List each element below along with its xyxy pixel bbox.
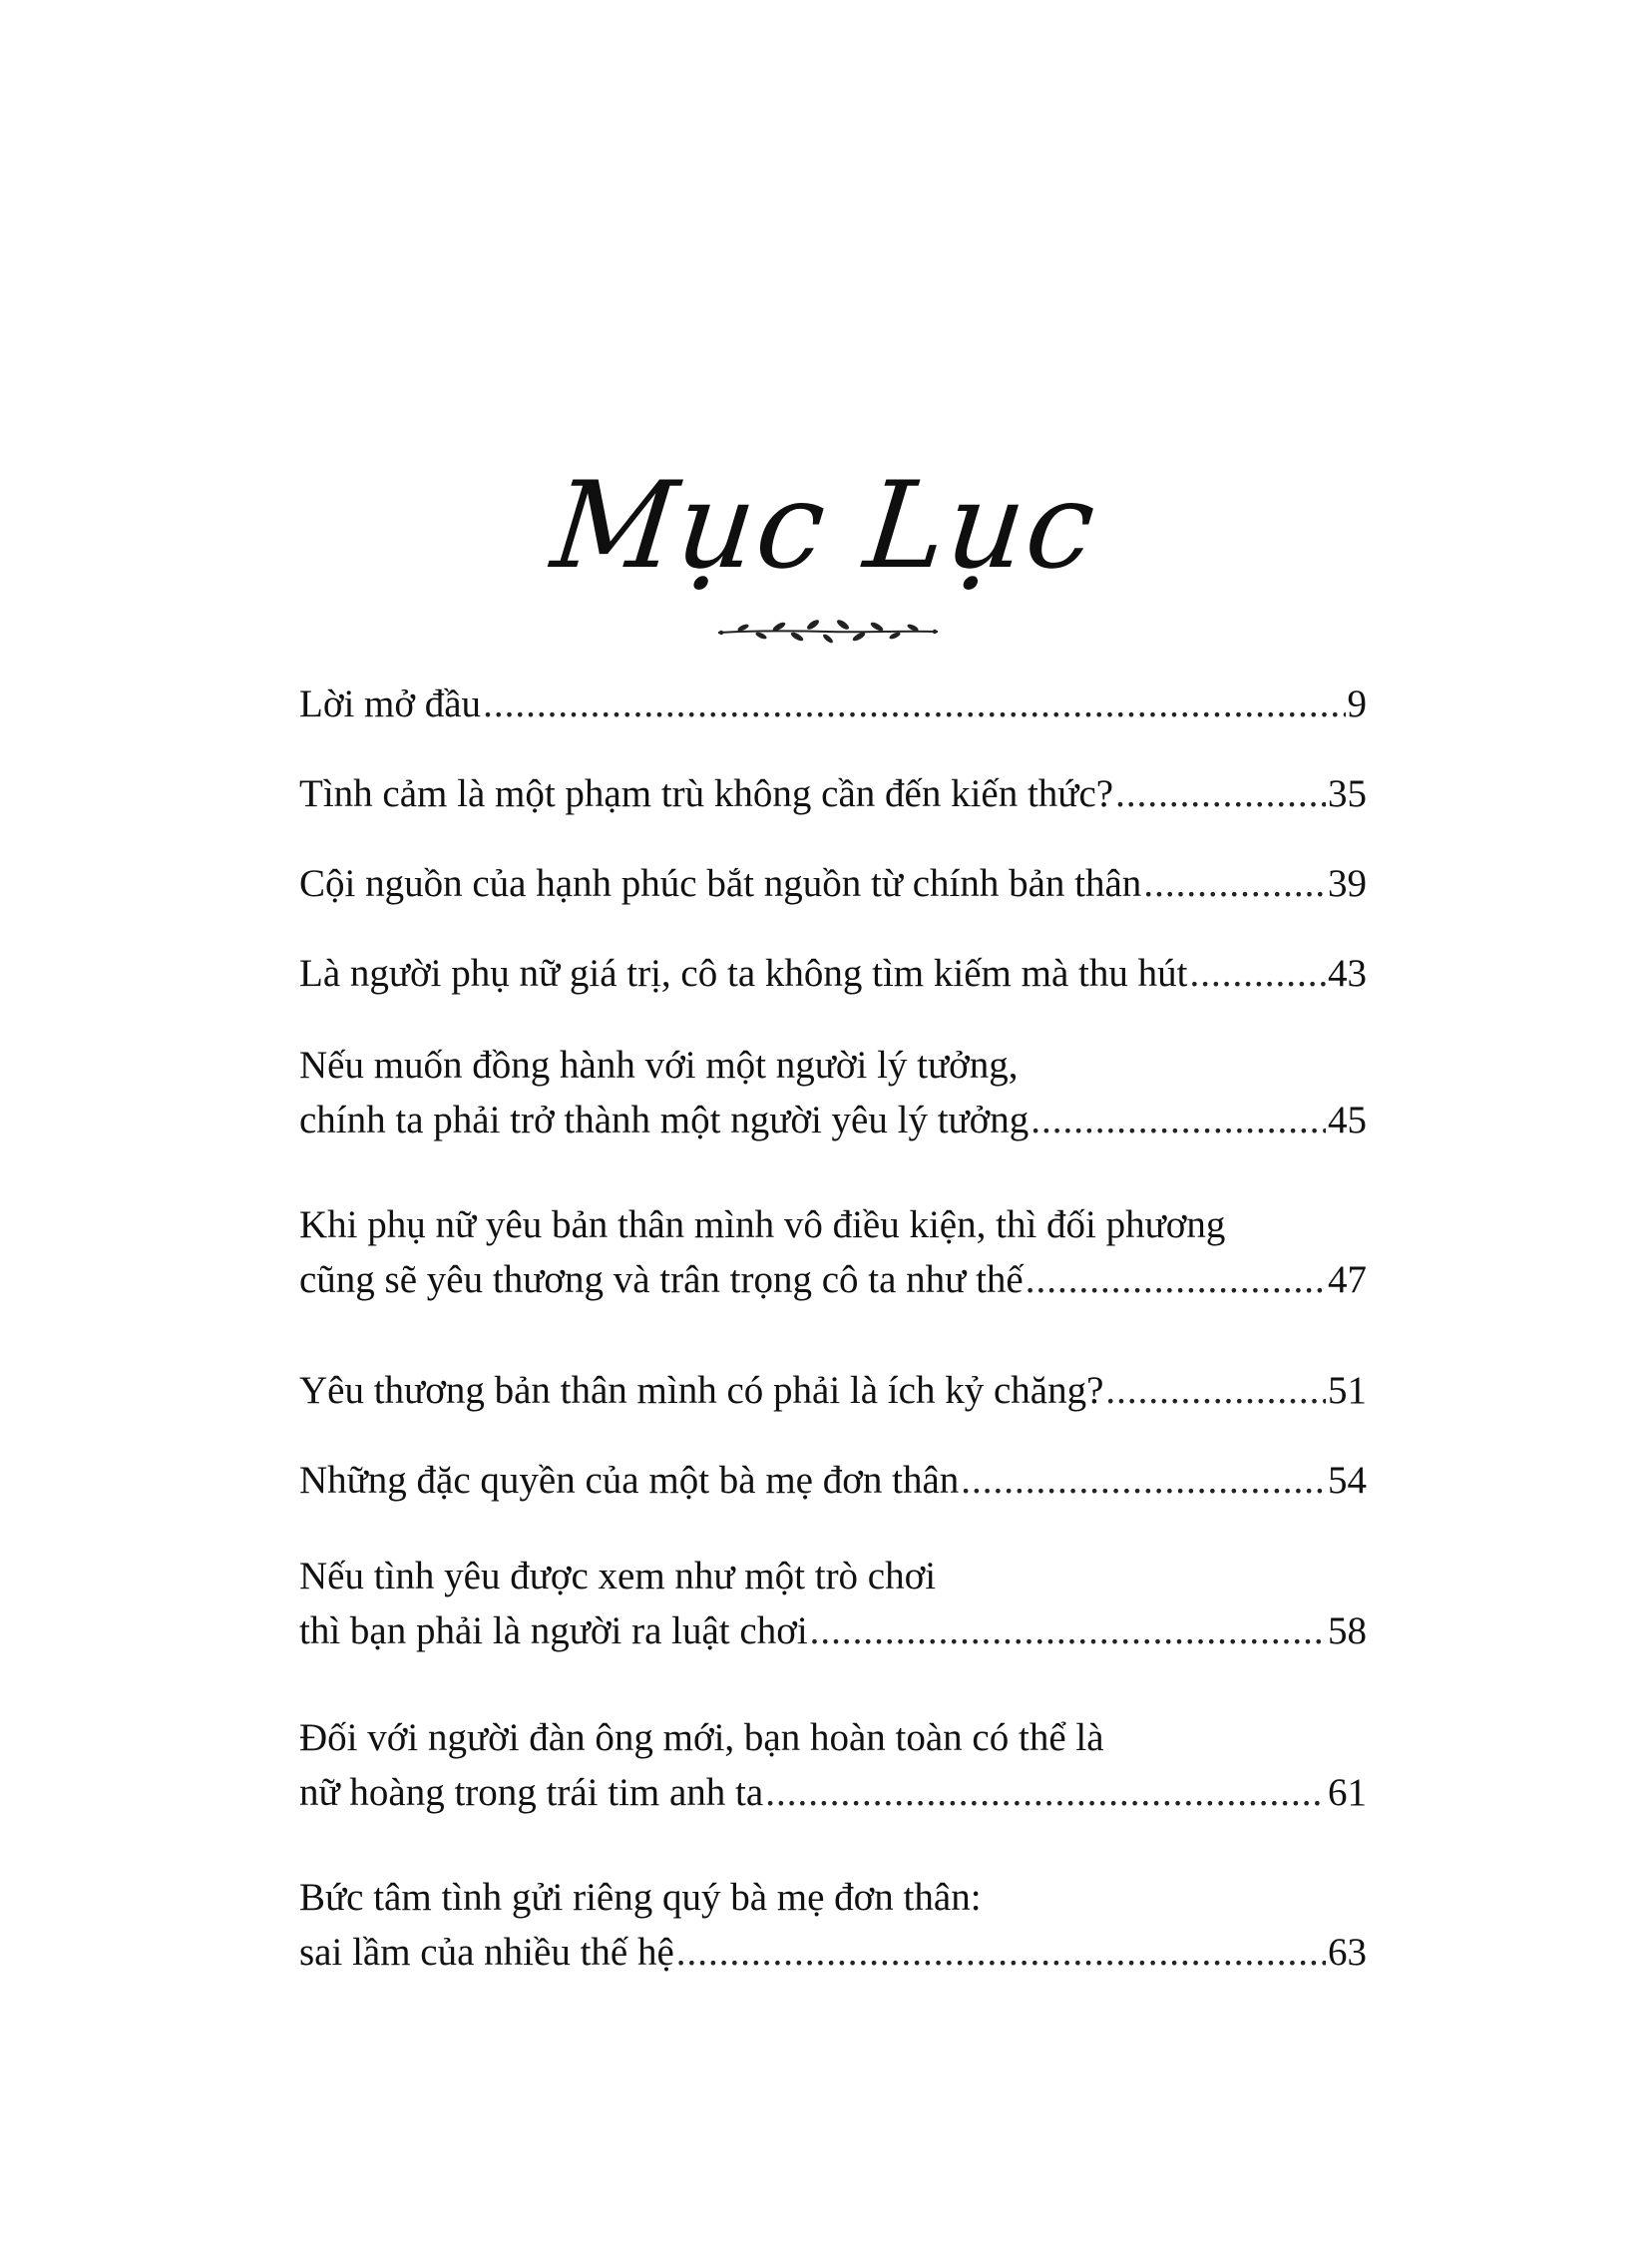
toc-entry-title: Cội nguồn của hạnh phúc bắt nguồn từ chính bản thân (299, 862, 1142, 905)
toc-entry-title-line: cũng sẽ yêu thương và trân trọng cô ta như thế (299, 1258, 1024, 1301)
toc-entry[interactable] (299, 766, 1367, 821)
toc-entry-title-line: Nếu muốn đồng hành với một người lý tưởng, (299, 1044, 1019, 1087)
toc-entry-title-line: chính ta phải trở thành một người yêu lý tưởng (299, 1099, 1030, 1141)
dot-leader (810, 1603, 1326, 1658)
toc-entry-title-line: thì bạn phải là người ra luật chơi (299, 1609, 808, 1652)
toc-entry-title-line: Bức tâm tình gửi riêng quý bà mẹ đơn thân: (299, 1876, 982, 1919)
toc-entry-title: Tình cảm là một phạm trù không cần đến kiến thức? (299, 772, 1114, 815)
vine-divider-icon (713, 611, 943, 651)
dot-leader (1026, 1252, 1326, 1307)
dot-leader (483, 677, 1345, 731)
toc-entry-title-line: Khi phụ nữ yêu bản thân mình vô điều kiện, thì đối phương (299, 1203, 1226, 1246)
toc-entry-title-line: Nếu tình yêu được xem như một trò chơi (299, 1555, 937, 1597)
toc-entry[interactable] (299, 856, 1367, 911)
toc-entry[interactable] (299, 1710, 1367, 1820)
toc-entry[interactable] (299, 1038, 1367, 1147)
toc-page-number: 35 (1328, 772, 1367, 815)
toc-entry[interactable] (299, 1870, 1367, 1980)
dot-leader (1143, 856, 1326, 911)
dot-leader (1115, 766, 1326, 821)
toc-entry-title: Những đặc quyền của một bà mẹ đơn thân (299, 1459, 960, 1502)
toc-entry[interactable] (299, 1363, 1367, 1418)
dot-leader (765, 1765, 1326, 1820)
toc-entry-title-line: nữ hoàng trong trái tim anh ta (299, 1771, 764, 1814)
dot-leader (1031, 1093, 1326, 1147)
toc-entry-title-line: sai lầm của nhiều thế hệ (299, 1931, 674, 1974)
toc-page-number: 47 (1328, 1258, 1367, 1301)
toc-entry[interactable] (299, 946, 1367, 1001)
toc-page-number: 63 (1328, 1931, 1367, 1974)
dot-leader (961, 1453, 1326, 1508)
toc-entry[interactable] (299, 1549, 1367, 1658)
toc-entry-title-line: Đối với người đàn ông mới, bạn hoàn toàn có thể là (299, 1716, 1104, 1759)
toc-entry[interactable] (299, 1453, 1367, 1508)
toc-entry-title: Yêu thương bản thân mình có phải là ích kỷ chăng? (299, 1369, 1104, 1412)
toc-entry-title: Là người phụ nữ giá trị, cô ta không tìm kiếm mà thu hút (299, 952, 1188, 995)
dot-leader (1189, 946, 1326, 1001)
toc-page-number: 43 (1328, 952, 1367, 995)
toc-page-number: 54 (1328, 1459, 1367, 1502)
dot-leader (1105, 1363, 1326, 1418)
toc-page-number: 39 (1328, 862, 1367, 905)
toc-page-number: 58 (1328, 1609, 1367, 1652)
page-title: Mục Lục (546, 457, 1103, 596)
dot-leader (676, 1925, 1326, 1980)
toc-entry[interactable] (299, 677, 1367, 731)
toc-page-number: 9 (1347, 682, 1367, 725)
toc-page-number: 61 (1328, 1771, 1367, 1814)
toc-page-number: 45 (1328, 1099, 1367, 1141)
toc-entry-title: Lời mở đầu (299, 682, 482, 725)
toc-page-number: 51 (1328, 1369, 1367, 1412)
toc-entry[interactable] (299, 1197, 1367, 1307)
